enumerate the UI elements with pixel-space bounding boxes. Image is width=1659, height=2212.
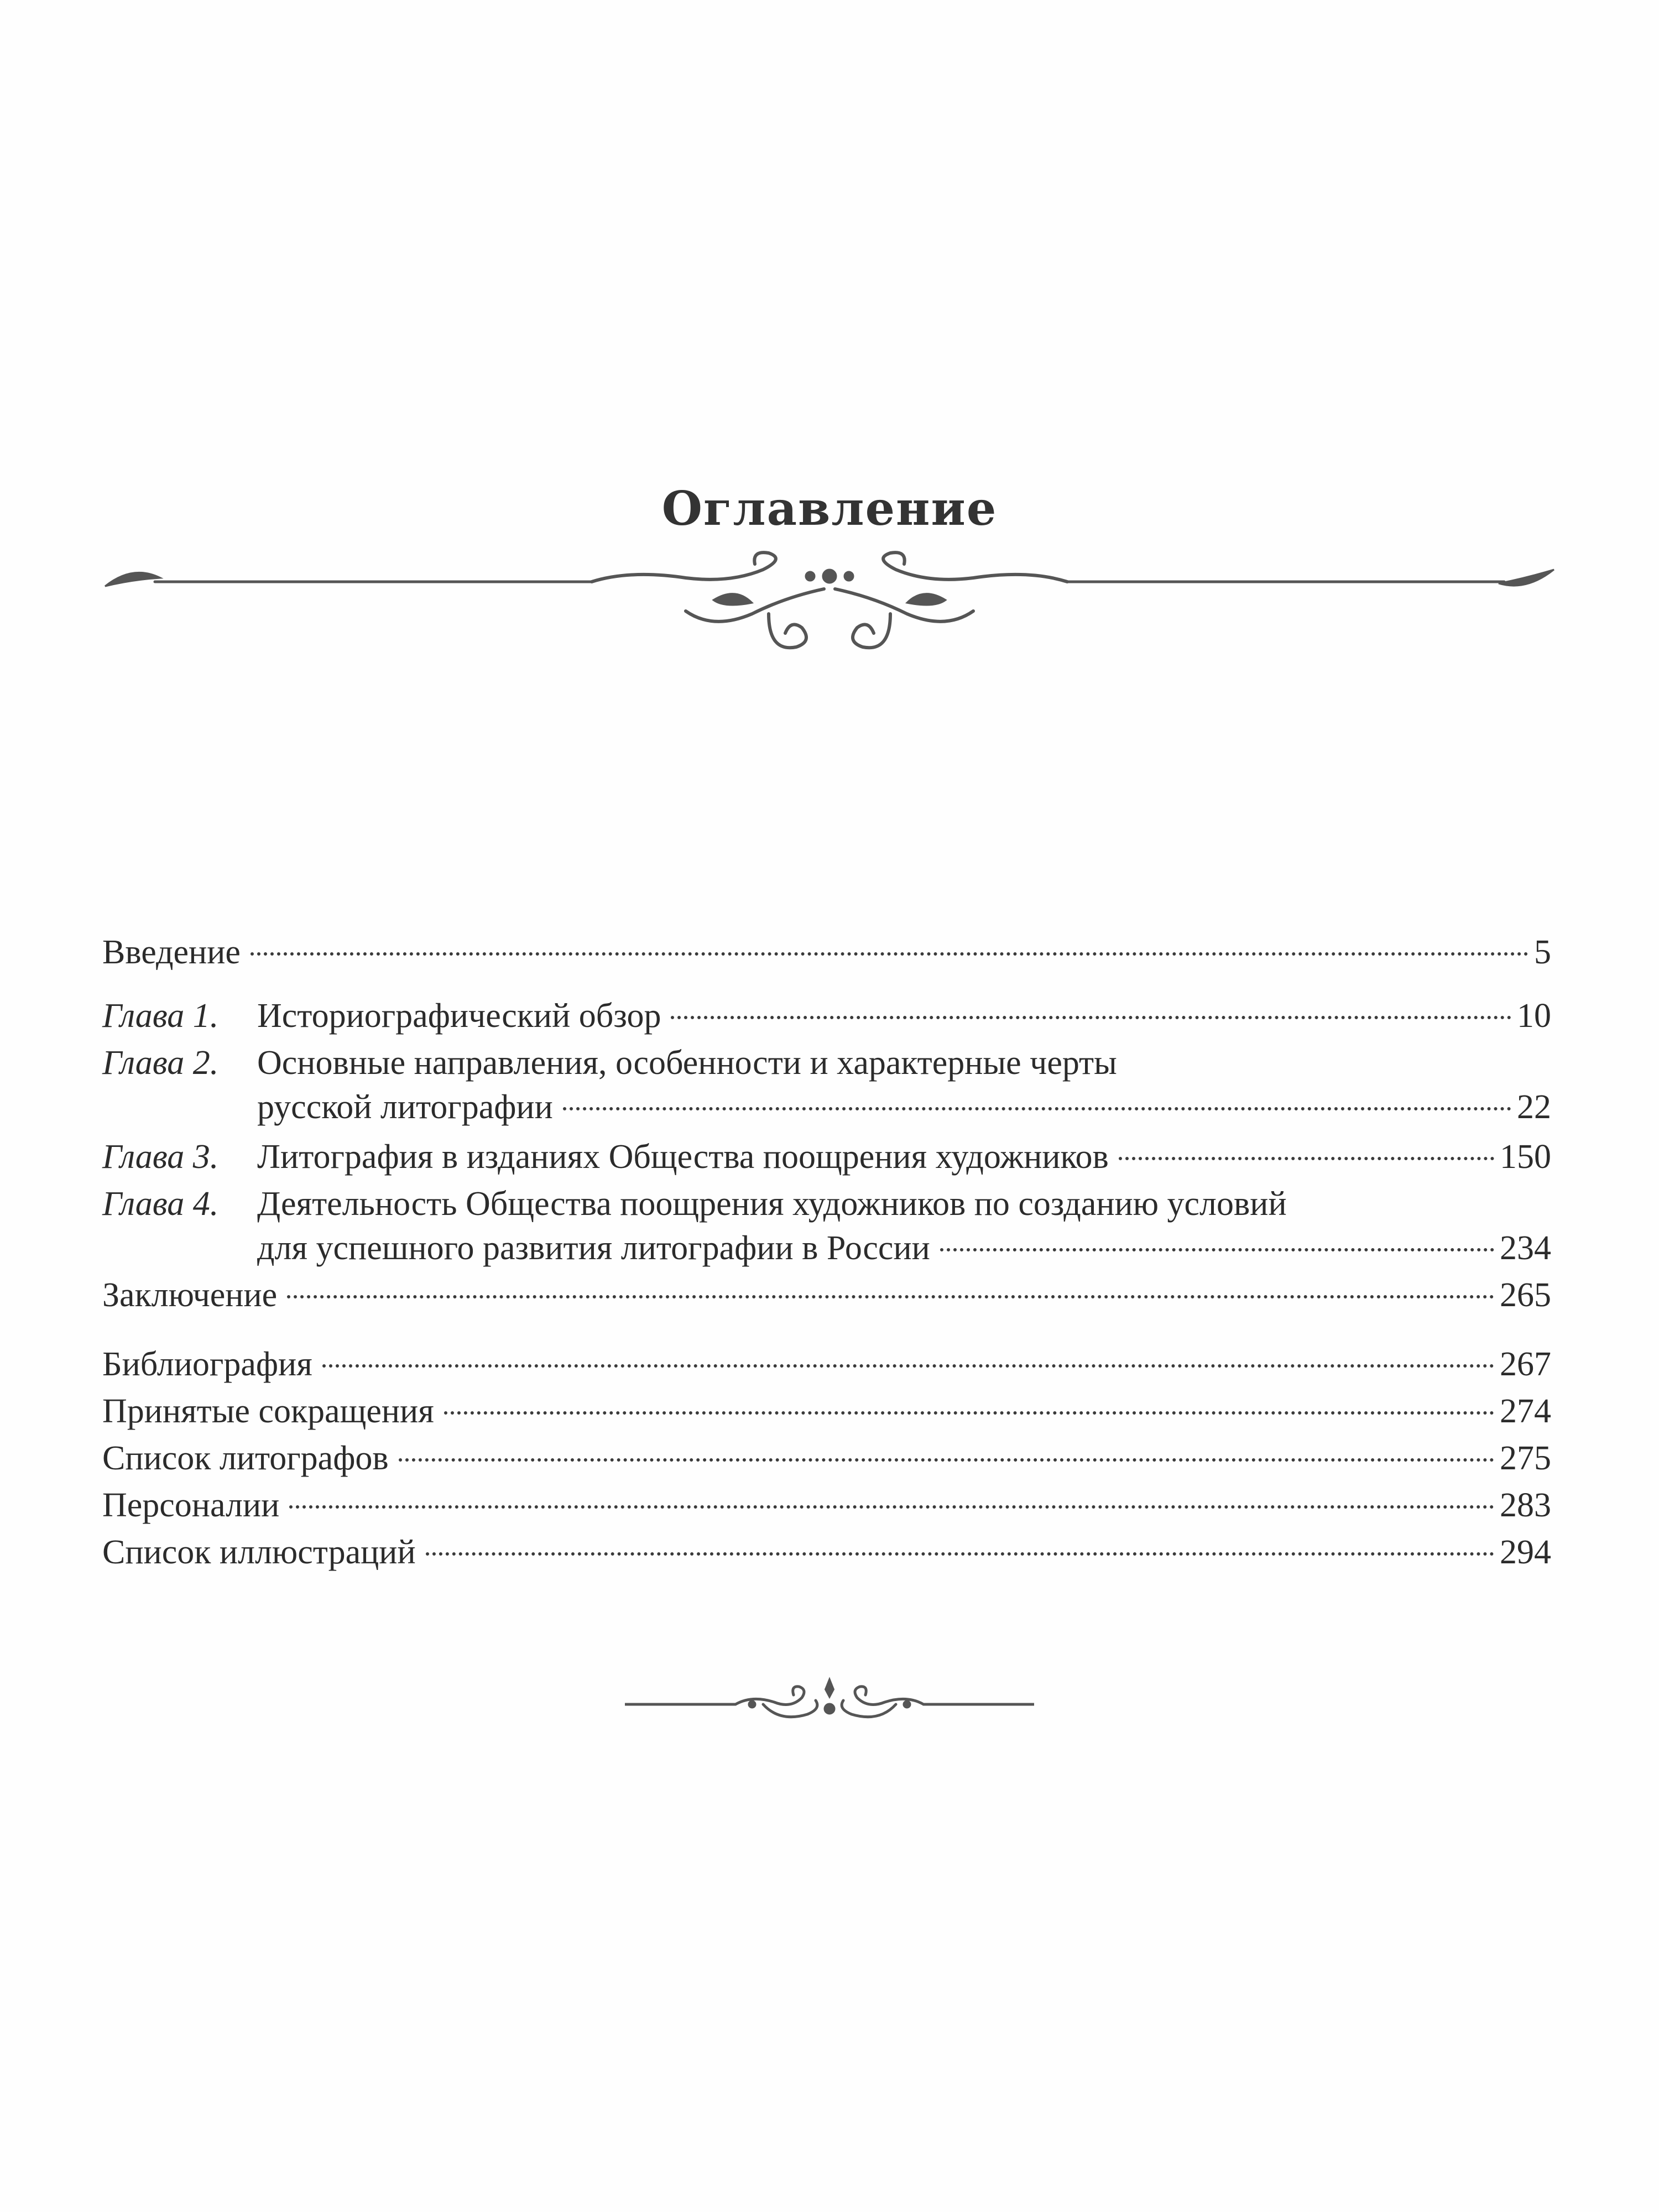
page-title: Оглавление: [661, 481, 998, 536]
toc-entry-text: Заключение: [102, 1276, 278, 1314]
toc-page-number: 234: [1500, 1229, 1551, 1267]
toc-entry-text: Историографический обзор: [257, 997, 661, 1035]
toc-page-number: 294: [1500, 1533, 1551, 1571]
toc-entry-chapter-3[interactable]: [102, 1134, 1551, 1180]
dot-leader: [1119, 1157, 1494, 1160]
toc-entry-introduction[interactable]: [102, 929, 1551, 975]
toc-entry-chapter-2[interactable]: [102, 1040, 1551, 1086]
chapter-number: Глава 3.: [102, 1138, 219, 1176]
toc-entry-text: Основные направления, особенности и характерные черты: [257, 1044, 1117, 1082]
toc-page-number: 22: [1517, 1088, 1551, 1126]
toc-page-number: 275: [1500, 1439, 1551, 1477]
dot-leader: [322, 1364, 1494, 1368]
toc-page-number: 10: [1517, 997, 1551, 1035]
dot-leader: [671, 1016, 1511, 1019]
dot-leader: [563, 1107, 1511, 1110]
toc-page-number: 267: [1500, 1345, 1551, 1383]
dot-leader: [426, 1552, 1494, 1556]
toc-entry-text: Персоналии: [102, 1486, 280, 1524]
toc-entry-chapter-4[interactable]: [102, 1181, 1551, 1227]
toc-entry-personalia[interactable]: [102, 1482, 1551, 1528]
toc-entry-conclusion[interactable]: [102, 1272, 1551, 1318]
chapter-number: Глава 4.: [102, 1185, 219, 1223]
toc-entry-text: Список иллюстраций: [102, 1533, 416, 1571]
dot-leader: [287, 1295, 1494, 1298]
toc-entry-abbreviations[interactable]: [102, 1388, 1551, 1434]
chapter-number: Глава 1.: [102, 997, 219, 1035]
toc-entry-text: Библиография: [102, 1345, 312, 1383]
dot-leader: [940, 1248, 1494, 1251]
dot-leader: [289, 1505, 1494, 1509]
toc-entry-chapter-4-continuation[interactable]: [102, 1225, 1551, 1271]
toc-entry-chapter-2-continuation[interactable]: [102, 1084, 1551, 1130]
toc-entry-lithographers[interactable]: [102, 1435, 1551, 1481]
toc-page-number: 274: [1500, 1392, 1551, 1430]
toc-page-number: 283: [1500, 1486, 1551, 1524]
ornament-divider-top: [100, 547, 1559, 664]
toc-entry-text: Введение: [102, 933, 241, 971]
chapter-number: Глава 2.: [102, 1044, 219, 1082]
toc-entry-text: для успешного развития литографии в России: [257, 1229, 930, 1267]
toc-page-number: 150: [1500, 1138, 1551, 1176]
toc-entry-text: Деятельность Общества поощрения художников по созданию условий: [257, 1185, 1287, 1223]
dot-leader: [251, 952, 1528, 956]
ornament-divider-bottom: [625, 1670, 1034, 1731]
toc-entry-bibliography[interactable]: [102, 1341, 1551, 1387]
toc-page-number: 265: [1500, 1276, 1551, 1314]
toc-entry-text: Литография в изданиях Общества поощрения художников: [257, 1138, 1109, 1176]
toc-entry-chapter-1[interactable]: [102, 993, 1551, 1039]
toc-entry-text: русской литографии: [257, 1088, 553, 1126]
toc-page-number: 5: [1534, 933, 1551, 971]
toc-entry-text: Принятые сокращения: [102, 1392, 434, 1430]
dot-leader: [444, 1411, 1494, 1415]
toc-entry-text: Список литографов: [102, 1439, 389, 1477]
dot-leader: [399, 1458, 1494, 1462]
toc-entry-illustrations[interactable]: [102, 1529, 1551, 1575]
